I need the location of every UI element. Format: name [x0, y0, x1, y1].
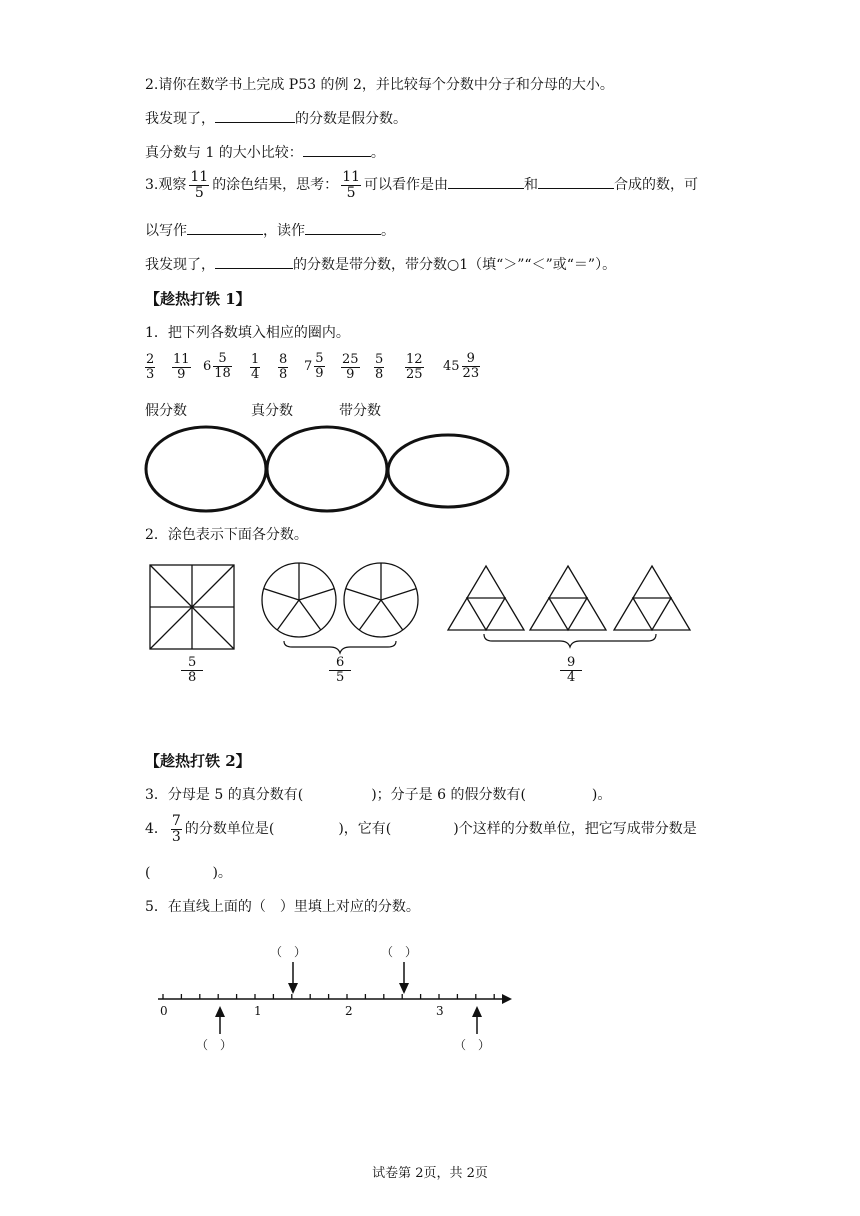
q2-found-prefix: 我发现了， — [145, 111, 215, 127]
q3-and: 和 — [524, 177, 539, 194]
practice1-heading: 【趁热打铁 1】 — [145, 290, 251, 308]
answer-paren-bottom-2[interactable]: （ ） — [454, 1038, 491, 1052]
answer-paren-top-1[interactable]: （ ） — [270, 945, 307, 959]
fraction: $\frac{11}{5}$ — [190, 169, 209, 201]
fraction: $\frac{8}{8}$ — [279, 352, 288, 382]
practice2-q4-line2: ( )。 — [145, 865, 232, 881]
shape-fraction-3: $\frac{9}{4}$ — [557, 656, 585, 684]
fraction: $\frac{5}{18}$ — [214, 351, 231, 381]
tick-label-2: 2 — [345, 1004, 353, 1018]
practice2-q3: 3．分母是 5 的真分数有( )；分子是 6 的假分数有( )。 — [145, 787, 612, 803]
tick-label-0: 0 — [160, 1004, 168, 1018]
fraction: $\frac{7}{3}$ — [171, 813, 181, 845]
q3-mid: 的涂色结果，思考： — [212, 177, 339, 194]
fraction: $\frac{9}{23}$ — [462, 351, 480, 381]
q3-found-suffix: 的分数是带分数，带分数○1（填“＞”“＜”或“＝”）。 — [293, 257, 617, 273]
fraction: $\frac{11}{9}$ — [173, 352, 190, 382]
q3-prefix: 3.观察 — [145, 177, 187, 194]
page-footer: 试卷第 2页，共 2页 — [372, 1166, 488, 1181]
fraction: $\frac{5}{8}$ — [375, 352, 384, 382]
q2-compare-suffix: 。 — [370, 145, 385, 161]
whole-part: 7 — [304, 358, 313, 374]
practice1-q1: 1．把下列各数填入相应的圈内。 — [145, 325, 350, 341]
fraction: $\frac{12}{25}$ — [406, 352, 423, 382]
q2-compare-prefix: 真分数与 1 的大小比较： — [145, 145, 303, 161]
q3-found-prefix: 我发现了， — [145, 257, 215, 273]
fraction: $\frac{11}{5}$ — [342, 169, 361, 201]
practice2-q4: 4． $\frac{7}{3}$ 的分数单位是( )，它有( )个这样的分数单位，把它写成带分数是 — [145, 813, 697, 845]
circle-label-improper: 假分数 — [145, 403, 187, 419]
shape-fraction-2: $\frac{6}{5}$ — [326, 656, 354, 684]
q3-mid2: 可以看作是由 — [364, 177, 449, 194]
answer-paren-top-2[interactable]: （ ） — [381, 945, 418, 959]
circle-label-mixed: 带分数 — [339, 403, 381, 419]
whole-part: 6 — [203, 358, 212, 374]
tick-label-3: 3 — [436, 1004, 444, 1018]
shape-fraction-1: $\frac{5}{8}$ — [178, 656, 206, 684]
practice1-q2: 2．涂色表示下面各分数。 — [145, 527, 308, 543]
arrow-head — [472, 1006, 482, 1017]
q2-found-suffix: 的分数是假分数。 — [295, 111, 407, 127]
arrow-head — [399, 983, 409, 994]
fraction: $\frac{5}{9}$ — [315, 351, 324, 381]
tick-label-1: 1 — [254, 1004, 262, 1018]
circle-label-proper: 真分数 — [251, 403, 293, 419]
arrow-head — [288, 983, 298, 994]
whole-part: 45 — [443, 358, 460, 374]
q3-end: 合成的数，可 — [614, 177, 699, 194]
axis-arrow — [502, 994, 512, 1004]
answer-paren-bottom-1[interactable]: （ ） — [196, 1038, 233, 1052]
q3-read-as: ，读作 — [263, 223, 305, 239]
q3-period: 。 — [381, 223, 395, 239]
q3-write-as: 以写作 — [145, 223, 187, 239]
fraction: $\frac{1}{4}$ — [251, 352, 260, 382]
practice2-q5: 5．在直线上面的（ ）里填上对应的分数。 — [145, 899, 420, 915]
fraction: $\frac{2}{3}$ — [146, 352, 155, 382]
arrow-head — [215, 1006, 225, 1017]
practice2-heading: 【趁热打铁 2】 — [145, 752, 251, 770]
fraction: $\frac{25}{9}$ — [342, 352, 359, 382]
q2-text: 2.请你在数学书上完成 P53 的例 2，并比较每个分数中分子和分母的大小。 — [145, 77, 614, 93]
